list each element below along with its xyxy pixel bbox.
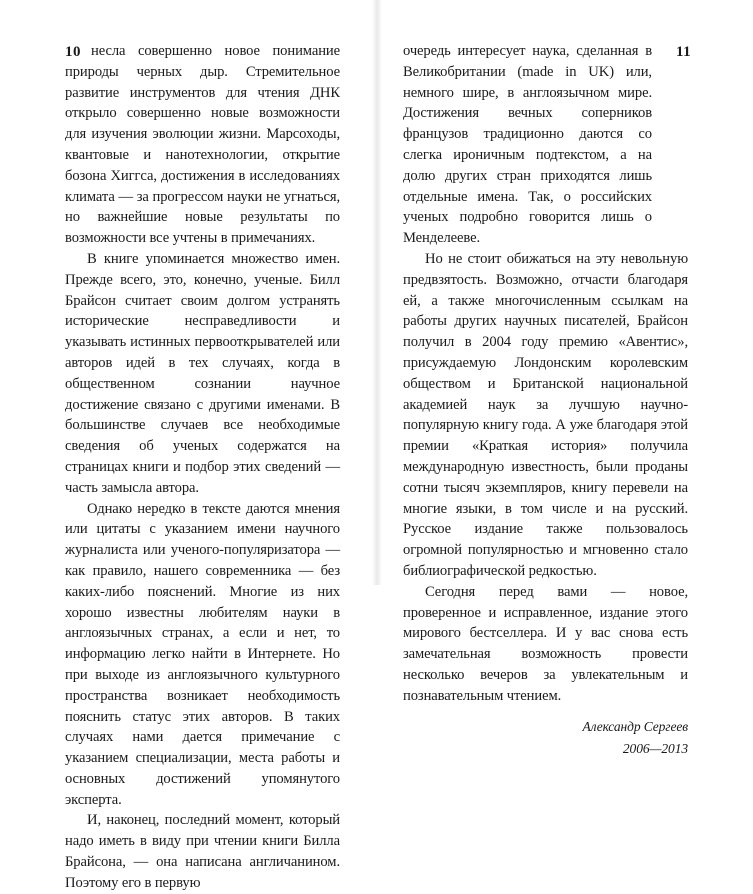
- paragraph: очередь интересует наука, сделанная в Великобритании (made in UK) или, немного шире, в англоязычном мире. Достижения вечных соперников французов традиционно даются со слегка ироничным подтекстом, а на долю других стран приходятся лишь отдельные имена. Так, о российских ученых подробно говорится лишь о Менделееве.: [403, 43, 652, 247]
- paragraph: Но не стоит обижаться на эту невольную предвзятость. Возможно, отчасти благодаря ей, а также многочисленным ссылкам на работы других научных писателей, Брайсон получил в 2004 году премию «Авентис», присуждаемую Лондонским королевским обществом и Британской национальной академией наук за лучшую научно-популярную книгу года. А уже благодаря этой премии «Краткая история» получила международную известность, были проданы сотни тысяч экземпляров, книгу перевели на многие языки, в том числе и на русский. Русское издание также пользовалось огромной популярностью и мгновенно стало библиографической редкостью.: [403, 250, 688, 579]
- paragraph: Сегодня перед вами — новое, проверенное и исправленное, издание этого мирового бестселлера. И у вас снова есть замечательная возможность провести несколько вечеров за увлекательным и познавательным чтением.: [403, 583, 688, 704]
- right-page: [377, 0, 753, 757]
- right-page-text: [403, 41, 688, 761]
- paragraph: В книге упоминается множество имен. Прежде всего, это, конечно, ученые. Билл Брайсон считает своим долгом устранять исторические несправедливости и указывать истинных первооткрывателей или авторов идей в тех случаях, когда в общественном сознании научное достижение связано с другими именами. В большинстве случаев все необходимые сведения об ученых содержатся на страницах книги и подбор этих сведений — часть замысла автора.: [65, 250, 340, 496]
- author-signature: Александр Сергеев: [582, 718, 688, 734]
- paragraph: несла совершенно новое понимание природы черных дыр. Стремительное развитие инструментов для чтения ДНК открыло совершенно новые возможности для изучения эволюции жизни. Марсоходы, квантовые и нанотехнологии, открытие бозона Хиггса, достижения в исследованиях климата — за прогрессом науки не угнаться, но важнейшие новые результаты по возможности все учтены в примечаниях.: [65, 43, 340, 247]
- page-number-left: 10: [65, 44, 81, 60]
- paragraph: И, наконец, последний момент, который надо иметь в виду при чтении книги Билла Брайсона, — она написана англичанином. Поэтому его в первую: [65, 812, 340, 891]
- left-page-text: [65, 41, 340, 894]
- left-page: [0, 0, 376, 891]
- paragraph: Однако нередко в тексте даются мнения или цитаты с указанием имени научного журналиста или ученого-популяризатора — как правило, нашего современника — без каких-либо пояснений. Многие из них хорошо известны любителям науки в англоязычных странах, а если и нет, то информацию легко найти в Интернете. Но при выходе из англоязычного культурного пространства возникает необходимость пояснить статус этих авторов. В таких случаях нами дается примечание с указанием специализации, места работы и основных достижений упомянутого эксперта.: [65, 500, 340, 808]
- date-range: 2006—2013: [622, 741, 688, 757]
- page-number-right: 11: [676, 44, 692, 60]
